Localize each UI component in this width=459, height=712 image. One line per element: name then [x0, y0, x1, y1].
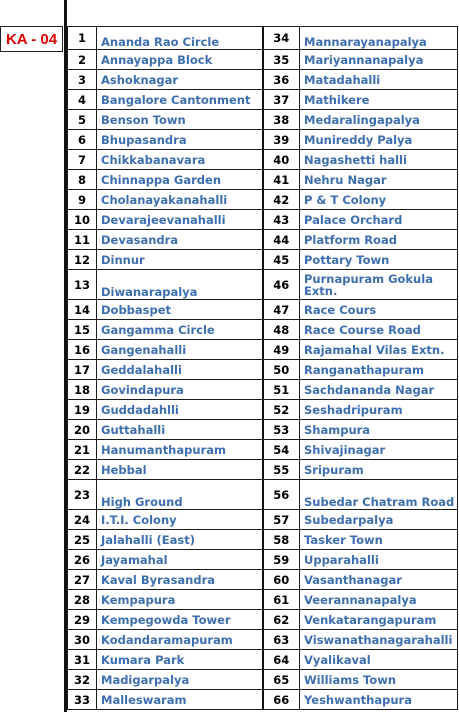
locality-name-left: Guttahalli	[97, 420, 263, 440]
locality-name-right: Munireddy Palya	[300, 130, 458, 150]
row-number-right: 62	[263, 610, 300, 630]
table-row	[68, 610, 458, 630]
row-number-right: 45	[263, 250, 300, 270]
table-row	[68, 510, 458, 530]
locality-name-right: Mannarayanapalya	[300, 27, 458, 50]
locality-name-left: Kaval Byrasandra	[97, 570, 263, 590]
locality-name-right: Platform Road	[300, 230, 458, 250]
locality-name-right: P & T Colony	[300, 190, 458, 210]
row-number-left: 8	[68, 170, 97, 190]
locality-name-left: Kumara Park	[97, 650, 263, 670]
row-number-left: 33	[68, 690, 97, 710]
row-number-right: 60	[263, 570, 300, 590]
locality-name-left: Jayamahal	[97, 550, 263, 570]
table-row	[68, 400, 458, 420]
row-number-right: 48	[263, 320, 300, 340]
row-number-left: 26	[68, 550, 97, 570]
table-row	[68, 270, 458, 300]
locality-name-right: Palace Orchard	[300, 210, 458, 230]
table-row	[68, 300, 458, 320]
table-row	[68, 27, 458, 50]
locality-name-left: Kempegowda Tower	[97, 610, 263, 630]
locality-name-left: Bangalore Cantonment	[97, 90, 263, 110]
row-number-left: 14	[68, 300, 97, 320]
table-row	[68, 690, 458, 710]
row-number-right: 39	[263, 130, 300, 150]
locality-name-right: Vasanthanagar	[300, 570, 458, 590]
locality-name-left: Govindapura	[97, 380, 263, 400]
locality-name-right: Mathikere	[300, 90, 458, 110]
row-number-left: 25	[68, 530, 97, 550]
locality-name-right: Race Course Road	[300, 320, 458, 340]
locality-table	[67, 26, 458, 710]
row-number-left: 7	[68, 150, 97, 170]
table-row	[68, 210, 458, 230]
row-number-right: 56	[263, 480, 300, 510]
row-number-right: 51	[263, 380, 300, 400]
row-number-right: 61	[263, 590, 300, 610]
row-number-left: 15	[68, 320, 97, 340]
row-number-left: 32	[68, 670, 97, 690]
table-row	[68, 170, 458, 190]
locality-name-left: Hebbal	[97, 460, 263, 480]
row-number-left: 2	[68, 50, 97, 70]
row-number-left: 3	[68, 70, 97, 90]
locality-name-left: Dinnur	[97, 250, 263, 270]
row-number-left: 19	[68, 400, 97, 420]
locality-name-right: Medaralingapalya	[300, 110, 458, 130]
row-number-right: 41	[263, 170, 300, 190]
row-number-left: 12	[68, 250, 97, 270]
row-number-right: 53	[263, 420, 300, 440]
table-row	[68, 340, 458, 360]
table-row	[68, 110, 458, 130]
row-number-right: 57	[263, 510, 300, 530]
row-number-right: 64	[263, 650, 300, 670]
row-number-right: 63	[263, 630, 300, 650]
row-number-left: 9	[68, 190, 97, 210]
locality-name-right: Williams Town	[300, 670, 458, 690]
row-number-left: 4	[68, 90, 97, 110]
locality-name-left: I.T.I. Colony	[97, 510, 263, 530]
locality-name-left: Cholanayakanahalli	[97, 190, 263, 210]
row-number-right: 58	[263, 530, 300, 550]
row-number-right: 43	[263, 210, 300, 230]
table-row	[68, 530, 458, 550]
locality-name-right: Rajamahal Vilas Extn.	[300, 340, 458, 360]
locality-name-left: Devarajeevanahalli	[97, 210, 263, 230]
row-number-left: 11	[68, 230, 97, 250]
table-row	[68, 630, 458, 650]
row-number-left: 29	[68, 610, 97, 630]
locality-name-right: Upparahalli	[300, 550, 458, 570]
row-number-left: 23	[68, 480, 97, 510]
row-number-right: 40	[263, 150, 300, 170]
row-number-left: 28	[68, 590, 97, 610]
row-number-left: 1	[68, 27, 97, 50]
locality-name-left: Kempapura	[97, 590, 263, 610]
row-number-right: 52	[263, 400, 300, 420]
table-row	[68, 440, 458, 460]
locality-name-right: Subedarpalya	[300, 510, 458, 530]
locality-name-right: Shampura	[300, 420, 458, 440]
table-row	[68, 190, 458, 210]
table-row	[68, 50, 458, 70]
table-row	[68, 380, 458, 400]
locality-name-left: Chinnappa Garden	[97, 170, 263, 190]
locality-name-left: Malleswaram	[97, 690, 263, 710]
row-number-left: 27	[68, 570, 97, 590]
locality-name-left: Kodandaramapuram	[97, 630, 263, 650]
row-number-right: 38	[263, 110, 300, 130]
locality-name-right: Ranganathapuram	[300, 360, 458, 380]
locality-name-left: Bhupasandra	[97, 130, 263, 150]
row-number-right: 42	[263, 190, 300, 210]
locality-name-right: Nagashetti halli	[300, 150, 458, 170]
row-number-left: 20	[68, 420, 97, 440]
row-number-right: 47	[263, 300, 300, 320]
row-number-left: 6	[68, 130, 97, 150]
row-number-left: 18	[68, 380, 97, 400]
locality-name-right: Matadahalli	[300, 70, 458, 90]
row-number-left: 10	[68, 210, 97, 230]
table-row	[68, 360, 458, 380]
row-number-left: 21	[68, 440, 97, 460]
row-number-right: 49	[263, 340, 300, 360]
locality-name-left: Jalahalli (East)	[97, 530, 263, 550]
locality-name-left: Hanumanthapuram	[97, 440, 263, 460]
row-number-right: 65	[263, 670, 300, 690]
table-row	[68, 230, 458, 250]
table-row	[68, 130, 458, 150]
locality-name-right: Sripuram	[300, 460, 458, 480]
table-row	[68, 320, 458, 340]
row-number-right: 59	[263, 550, 300, 570]
table-row	[68, 480, 458, 510]
locality-name-left: Geddalahalli	[97, 360, 263, 380]
table-row	[68, 550, 458, 570]
locality-name-right: Yeshwanthapura	[300, 690, 458, 710]
row-number-left: 22	[68, 460, 97, 480]
row-number-right: 34	[263, 27, 300, 50]
locality-name-right: Pottary Town	[300, 250, 458, 270]
locality-name-left: Gangamma Circle	[97, 320, 263, 340]
locality-name-left: Guddadahlli	[97, 400, 263, 420]
row-number-right: 55	[263, 460, 300, 480]
locality-name-left: Ananda Rao Circle	[97, 27, 263, 50]
locality-name-right: Race Cours	[300, 300, 458, 320]
row-number-right: 46	[263, 270, 300, 300]
row-number-right: 35	[263, 50, 300, 70]
locality-name-left: Benson Town	[97, 110, 263, 130]
locality-name-right: Sachdananda Nagar	[300, 380, 458, 400]
locality-name-left: Devasandra	[97, 230, 263, 250]
locality-table-body	[68, 27, 458, 710]
table-row	[68, 670, 458, 690]
locality-name-left: Chikkabanavara	[97, 150, 263, 170]
locality-name-right: Purnapuram Gokula Extn.	[300, 270, 458, 300]
locality-name-right: Vyalikaval	[300, 650, 458, 670]
locality-name-right: Viswanathanagarahalli	[300, 630, 458, 650]
row-number-right: 50	[263, 360, 300, 380]
row-number-right: 44	[263, 230, 300, 250]
table-row	[68, 650, 458, 670]
row-number-right: 37	[263, 90, 300, 110]
row-number-left: 16	[68, 340, 97, 360]
locality-name-right: Venkatarangapuram	[300, 610, 458, 630]
locality-name-left: Ashoknagar	[97, 70, 263, 90]
row-number-left: 17	[68, 360, 97, 380]
table-row	[68, 570, 458, 590]
table-row	[68, 590, 458, 610]
locality-name-left: Gangenahalli	[97, 340, 263, 360]
locality-name-right: Subedar Chatram Road	[300, 480, 458, 510]
locality-name-left: Madigarpalya	[97, 670, 263, 690]
locality-name-left: Diwanarapalya	[97, 270, 263, 300]
row-number-left: 24	[68, 510, 97, 530]
row-number-left: 5	[68, 110, 97, 130]
district-code-label: KA - 04	[0, 26, 63, 52]
locality-name-left: Annayappa Block	[97, 50, 263, 70]
table-row	[68, 90, 458, 110]
locality-name-left: High Ground	[97, 480, 263, 510]
row-number-right: 36	[263, 70, 300, 90]
locality-name-right: Tasker Town	[300, 530, 458, 550]
locality-name-right: Shivajinagar	[300, 440, 458, 460]
table-row	[68, 420, 458, 440]
locality-name-right: Seshadripuram	[300, 400, 458, 420]
locality-name-left: Dobbaspet	[97, 300, 263, 320]
row-number-right: 54	[263, 440, 300, 460]
locality-name-right: Nehru Nagar	[300, 170, 458, 190]
row-number-right: 66	[263, 690, 300, 710]
row-number-left: 30	[68, 630, 97, 650]
table-row	[68, 150, 458, 170]
row-number-left: 31	[68, 650, 97, 670]
table-row	[68, 250, 458, 270]
table-row	[68, 70, 458, 90]
locality-name-right: Veerannanapalya	[300, 590, 458, 610]
locality-name-right: Mariyannanapalya	[300, 50, 458, 70]
table-row	[68, 460, 458, 480]
row-number-left: 13	[68, 270, 97, 300]
